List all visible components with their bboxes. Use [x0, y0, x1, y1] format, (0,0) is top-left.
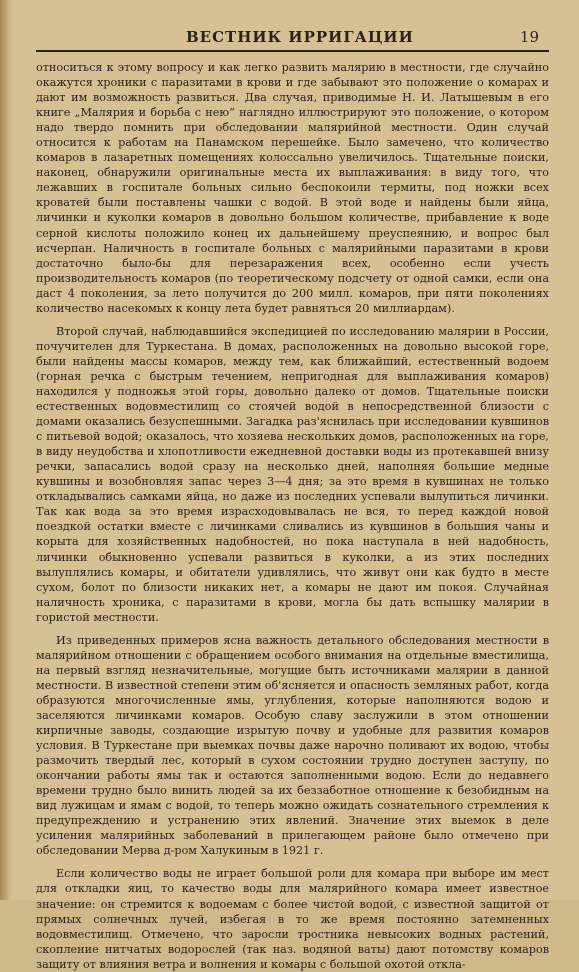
page-number: 19 — [519, 28, 539, 46]
paragraph-3: Из приведенных примеров ясна важность детального обследования местности в малярийном отношении с обращением особого внимания на отдельные вместилища, на первый взгляд незначительные, могущие быть источниками малярии в данной местности. В известной степени этим об'ясняется и опасность земляных работ, когда образуются многочисленные ямы, углубления, которые наполняются водою и заселяются личинками комаров. Особую славу заслужили в этом отношении кирпичные заводы, создающие изрытую почву и удобные для развития комаров условия. В Туркестане при выемках почвы даже нарочно поливают их водою, чтобы размочить твердый лес, который в сухом состоянии трудно доступен заступу, по окончании работы ямы так и остаются заполненными водою. Если до недавнего времени трудно было винить людей за их беззаботное отношение к безобидным на вид лужицам и ямам с водой, то теперь можно ожидать сознательного стремления к предупреждению и устранению этих явлений. Значение этих выемок в деле усиления малярийных заболеваний в прилегающем районе было отмечено при обследовании Мерва д-ром Халукиным в 1921 г. — [36, 633, 549, 858]
page-spine-shadow — [0, 0, 12, 900]
article-body — [36, 60, 549, 972]
paragraph-1: относиться к этому вопросу и как легко развить малярию в местности, где случайно окажутся хроники с паразитами в крови и где забывают это положение о комарах и дают им возможность развиться. Два случая, приводимые Н. И. Латышевым в его книге „Малярия и борьба с нею“ наглядно иллюстрируют это положение, о котором надо твердо помнить при обследовании малярийной местности. Один случай относится к работам на Панамском перешейке. Было замечено, что количество комаров в лазаретных помещениях колоссально увеличилось. Тщательные поиски, наконец, обнаружили оригинальные места их выплаживания: в виду того, что лежавших в госпитале больных сильно беспокоили термиты, под ножки всех кроватей были поставлены чашки с водой. В этой воде и найдены были яйца, личинки и куколки комаров в довольно большом количестве, прибавление к воде серной кислоты положило конец их дальнейшему преуспеянию, и вопрос был исчерпан. Наличность в госпитале больных с малярийными паразитами в крови достаточно было-бы для перезаражения всех, особенно если учесть производительность комаров (по теоретическому подсчету от одной самки, если она даст 4 поколения, за лето получится до 200 милл. комаров, при пяти поколениях количество насекомых к концу лета будет равняться 20 миллиардам). — [36, 61, 549, 315]
journal-title: ВЕСТНИК ИРРИГАЦИИ — [186, 28, 414, 46]
paragraph-4: Если количество воды не играет большой роли для комара при выборе им мест для откладки яиц, то качество воды для малярийного комара имеет известное значение: он стремится к водоемам с более чистой водой, с известной защитой от прямых солнечных лучей, избегая в то же время постоянно затемненных водовместилищ. Отмечено, что заросли тростника невысоких водных растений, скопление нитчатых водорослей (так наз. водяной ваты) дают потомству комаров защиту от влияния ветра и волнения и комары с большой охотой откла- — [36, 867, 549, 971]
page-header — [36, 26, 549, 52]
paragraph-2: Второй случай, наблюдавшийся экспедицией по исследованию малярии в России, почучителен для Туркестана. В домах, расположенных на довольно высокой горе, были найдены массы комаров, между тем, как ближайший, естественный водоем (горная речка с быстрым течением, непригодная для выплаживания комаров) находился у подножья этой горы, довольно далеко от домов. Тщательные поиски естественных водовместилищ со стоячей водой в непосредственной близости с домами оказались безуспешными. Загадка раз'яснилась при исследовании кувшинов с питьевой водой; оказалось, что хозяева нескольких домов, расположенных на горе, в виду неудобства и хлопотливости ежедневной доставки воды из протекавшей внизу речки, запасались водой сразу на несколько дней, наполняя большие медные кувшины и возобновляя запас через 3—4 дня; за это время в кувшинах не только откладывались самками яйца, но даже из последних успевали вылупиться личинки. Так как вода за это время израсходовывалась не вся, то перед каждой новой поездкой остатки вместе с личинками сливались из кувшинов в большия чаны и корыта для хозяйственных надобностей, но пока наступала в ней надобность, личинки обыкновенно успевали развиться в куколки, а из этих последних вылуплялись комары, и обитатели удивлялись, что живут они как будто в месте сухом, болот по близости никаких нет, а комары не дают им покоя. Случайная наличность хроника, с паразитами в крови, могла бы дать вспышку малярии в гористой местности. — [36, 324, 549, 624]
